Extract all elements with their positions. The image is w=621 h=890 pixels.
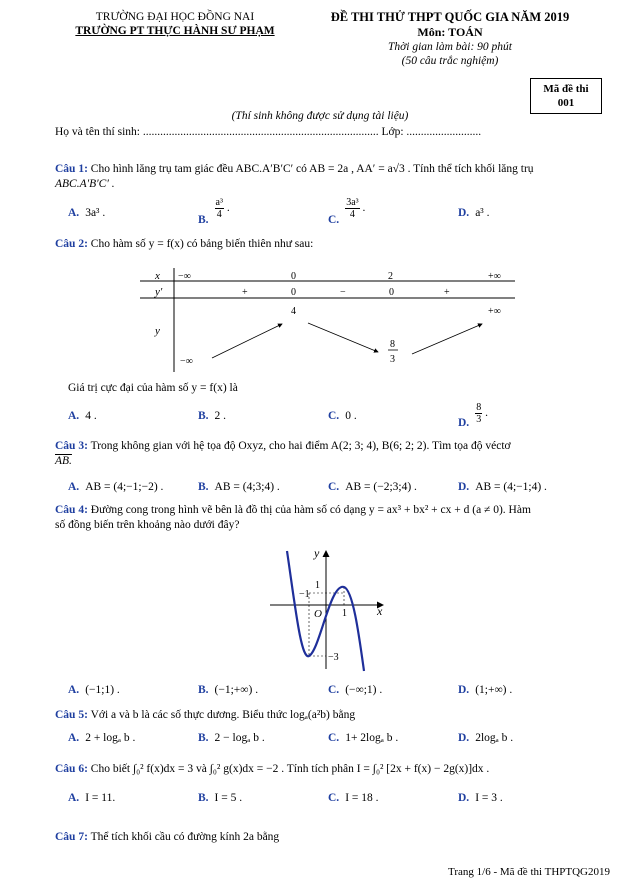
table-y-min-den: 3 bbox=[390, 354, 395, 365]
table-x-1: 0 bbox=[291, 271, 296, 282]
question-count: (50 câu trắc nghiệm) bbox=[401, 55, 499, 67]
q2-option-c[interactable]: C. 0 . bbox=[328, 410, 357, 422]
q5-text: Với a và b là các số thực dương. Biểu thức logₐ(a²b) bằng bbox=[90, 709, 356, 721]
table-y-plus-inf: +∞ bbox=[488, 306, 501, 317]
q2-option-a[interactable]: A. 4 . bbox=[68, 410, 97, 422]
q2-option-d[interactable]: D. $\frac{8}{3}$ . bbox=[458, 402, 488, 430]
q3-option-c[interactable]: C. AB = (−2;3;4) . bbox=[328, 481, 417, 493]
table-sign-1: 0 bbox=[291, 287, 296, 298]
q6-option-c[interactable]: C. I = 18 . bbox=[328, 792, 379, 804]
question-7 bbox=[55, 830, 610, 845]
q1-option-c[interactable]: C. $\frac{\text{3a³}}{4}$ . bbox=[328, 197, 366, 227]
table-y-max: 4 bbox=[291, 306, 296, 317]
q5-option-b[interactable]: B. 2 − logₐ b . bbox=[198, 732, 265, 744]
graph-origin: O bbox=[314, 608, 322, 620]
graph-x-axis: x bbox=[377, 604, 383, 618]
q4-label: Câu 4: bbox=[55, 504, 88, 516]
q3-option-d[interactable]: D. AB = (4;−1;4) . bbox=[458, 481, 547, 493]
q3-label: Câu 3: bbox=[55, 440, 88, 452]
q4-option-c[interactable]: C. (−∞;1) . bbox=[328, 684, 383, 696]
student-info-line: Họ và tên thí sinh: .................................................................................. Lớp: .......................... bbox=[55, 126, 482, 138]
graph-tick-neg1: −1 bbox=[299, 589, 310, 600]
table-x-0: −∞ bbox=[178, 271, 191, 282]
q3-option-b[interactable]: B. AB = (4;3;4) . bbox=[198, 481, 280, 493]
graph-y-axis: y bbox=[314, 546, 320, 560]
question-1 bbox=[55, 162, 610, 192]
q1-label: Câu 1: bbox=[55, 163, 88, 175]
arrow-up-2 bbox=[412, 324, 482, 354]
table-sign-4: + bbox=[444, 287, 450, 298]
code-value: 001 bbox=[557, 97, 575, 109]
q3-text: Trong không gian với hệ tọa độ Oxyz, cho hai điểm A(2; 3; 4), B(6; 2; 2). Tìm tọa độ véctơ bbox=[90, 440, 511, 452]
q7-text: Thể tích khối cầu có đường kính 2a bằng bbox=[90, 831, 280, 843]
q2-question: Giá trị cực đại của hàm số y = f(x) là bbox=[68, 382, 238, 394]
school-subname: TRƯỜNG PT THỰC HÀNH SƯ PHẠM bbox=[75, 25, 275, 37]
q5-option-c[interactable]: C. 1+ 2logₐ b . bbox=[328, 732, 399, 744]
q4-option-d[interactable]: D. (1;+∞) . bbox=[458, 684, 513, 696]
q6-label: Câu 6: bbox=[55, 763, 88, 775]
table-sign-3: 0 bbox=[389, 287, 394, 298]
table-y-min-num: 8 bbox=[390, 339, 395, 350]
q5-option-a[interactable]: A. 2 + logₐ b . bbox=[68, 732, 136, 744]
graph-tick-1x: 1 bbox=[342, 608, 347, 619]
q1-option-d[interactable]: D. a³ . bbox=[458, 207, 490, 219]
cubic-graph bbox=[265, 545, 395, 675]
arrow-down bbox=[308, 323, 378, 352]
table-x-2: 2 bbox=[388, 271, 393, 282]
q1-option-a[interactable]: A. 3a³ . bbox=[68, 207, 106, 219]
school-name: TRƯỜNG ĐẠI HỌC ĐỒNG NAI bbox=[95, 11, 255, 23]
q6-option-d[interactable]: D. I = 3 . bbox=[458, 792, 503, 804]
table-sign-0: + bbox=[242, 287, 248, 298]
q4-text2: số đồng biến trên khoảng nào dưới đây? bbox=[55, 519, 240, 531]
question-3 bbox=[55, 439, 610, 469]
exam-title: ĐỀ THI THỬ THPT QUỐC GIA NĂM 2019 bbox=[330, 10, 570, 24]
graph-tick-1y: 1 bbox=[315, 580, 320, 591]
graph-tick-neg3: −3 bbox=[328, 652, 339, 663]
q6-option-b[interactable]: B. I = 5 . bbox=[198, 792, 243, 804]
variation-table bbox=[140, 268, 520, 374]
table-y-label: y bbox=[155, 325, 160, 337]
question-2 bbox=[55, 237, 610, 252]
q3-text2: AB. bbox=[55, 455, 72, 467]
page-footer: Trang 1/6 - Mã đề thi THPTQG2019 bbox=[448, 866, 610, 878]
q5-option-d[interactable]: D. 2logₐ b . bbox=[458, 732, 514, 744]
q7-label: Câu 7: bbox=[55, 831, 88, 843]
q4-option-b[interactable]: B. (−1;+∞) . bbox=[198, 684, 259, 696]
table-yp-label: y′ bbox=[155, 286, 163, 298]
table-x-3: +∞ bbox=[488, 271, 501, 282]
q1-text2: ABC.A′B′C′ . bbox=[55, 178, 115, 190]
q6-option-a[interactable]: A. I = 11. bbox=[68, 792, 116, 804]
q2-text: Cho hàm số y = f(x) có bảng biến thiên như sau: bbox=[90, 238, 314, 250]
subject: Môn: TOÁN bbox=[417, 25, 483, 39]
q4-text: Đường cong trong hình vẽ bên là đồ thị của hàm số có dạng y = ax³ + bx² + cx + d (a ≠ 0). Hàm bbox=[90, 504, 531, 516]
question-6 bbox=[55, 762, 610, 777]
q2-option-b[interactable]: B. 2 . bbox=[198, 410, 227, 422]
exam-code-box bbox=[530, 78, 602, 114]
q4-option-a[interactable]: A. (−1;1) . bbox=[68, 684, 120, 696]
exam-note: (Thí sinh không được sử dụng tài liệu) bbox=[231, 110, 409, 122]
table-x-label: x bbox=[155, 270, 160, 282]
q3-option-a[interactable]: A. AB = (4;−1;−2) . bbox=[68, 481, 164, 493]
code-label: Mã đề thi bbox=[543, 83, 589, 95]
duration: Thời gian làm bài: 90 phút bbox=[387, 41, 513, 53]
q5-label: Câu 5: bbox=[55, 709, 88, 721]
q1-option-b[interactable]: B. $\frac{\text{a³}}{4}$ . bbox=[198, 197, 230, 227]
q6-text: Cho biết ∫₀² f(x)dx = 3 và ∫₀² g(x)dx = −2 . Tính tích phân I = ∫₀² [2x + f(x) − 2g(x)]dx . bbox=[90, 763, 490, 775]
q1-text: Cho hình lăng trụ tam giác đều ABC.A′B′C′ có AB = 2a , AA′ = a√3 . Tính thể tích khối lăng trụ bbox=[90, 163, 534, 175]
table-sign-2: − bbox=[340, 287, 346, 298]
question-5 bbox=[55, 708, 610, 723]
table-y-minus-inf: −∞ bbox=[180, 356, 193, 367]
question-4 bbox=[55, 503, 610, 533]
arrow-up-1 bbox=[212, 324, 282, 358]
q2-label: Câu 2: bbox=[55, 238, 88, 250]
